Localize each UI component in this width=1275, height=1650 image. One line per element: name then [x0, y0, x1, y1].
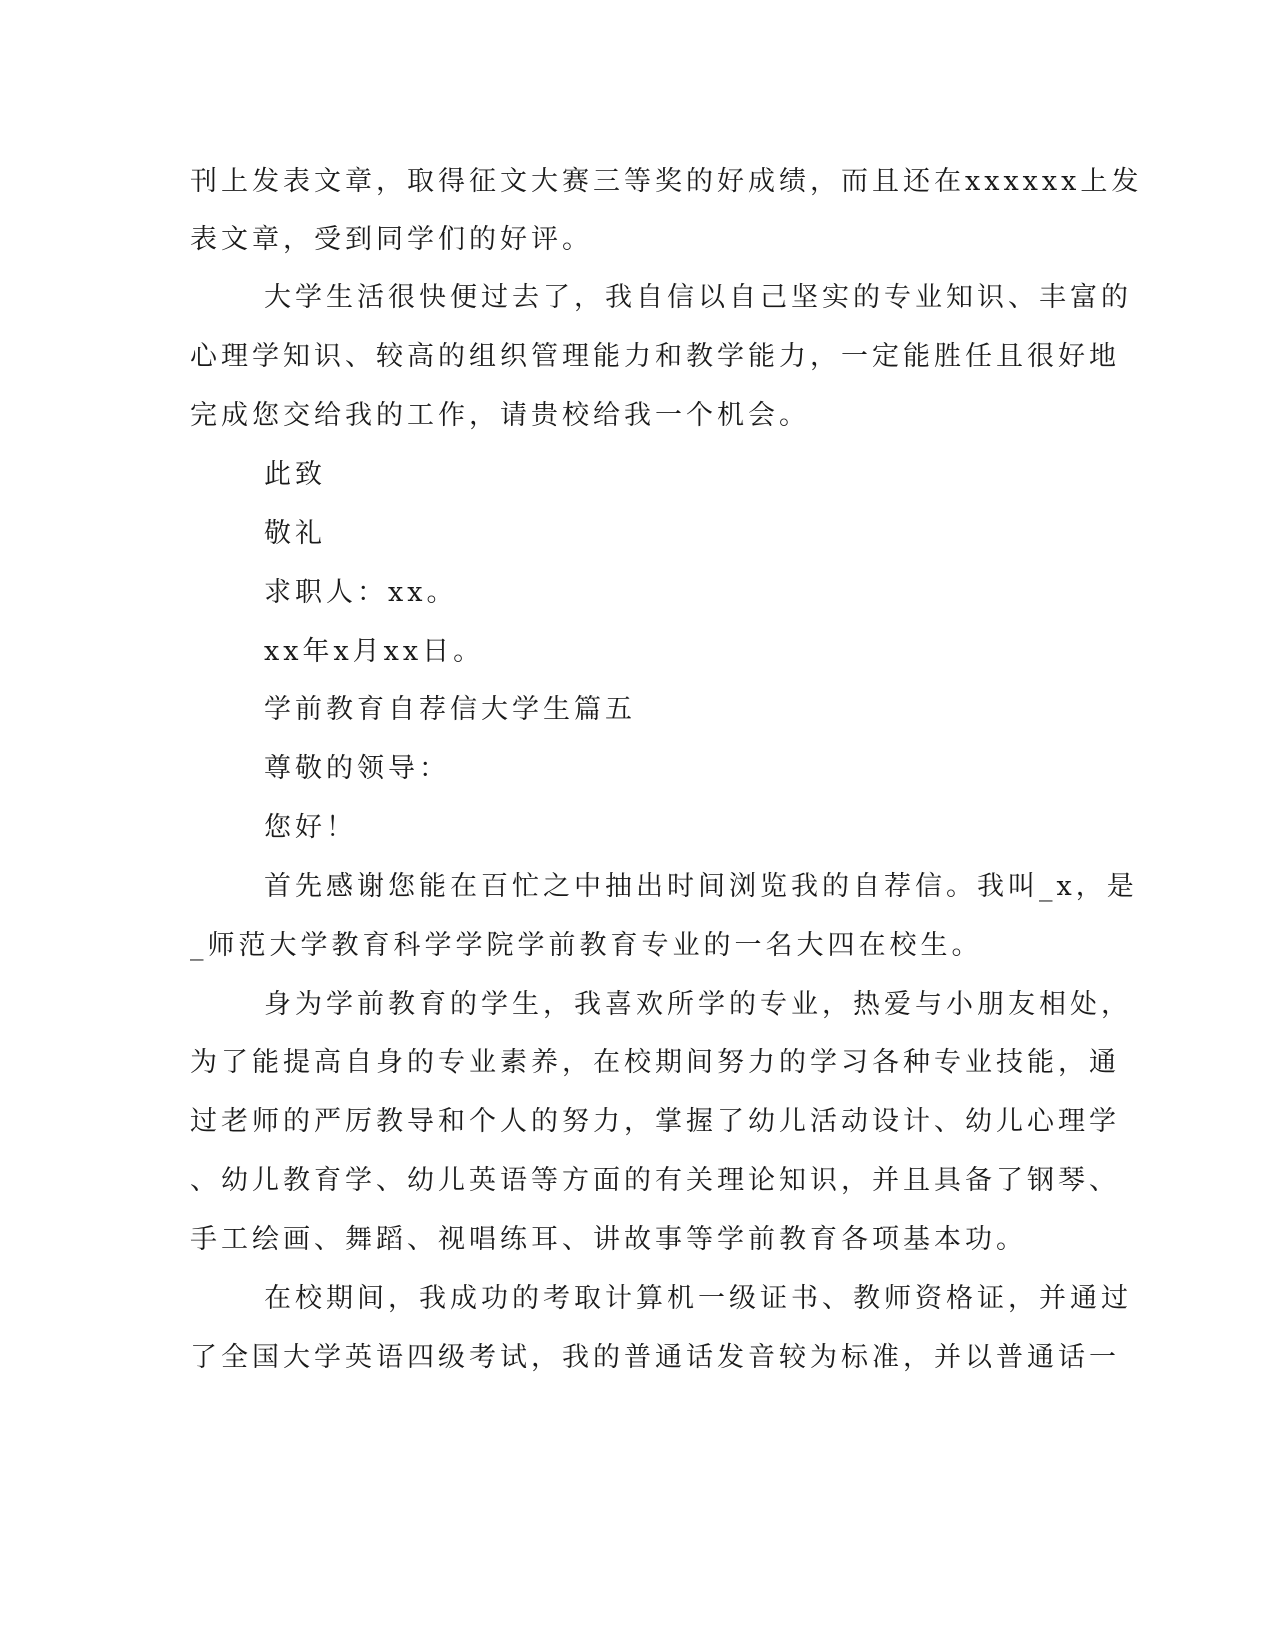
- text-line: 心理学知识、较高的组织管理能力和教学能力，一定能胜任且很好地: [190, 341, 1120, 372]
- text-line: 、幼儿教育学、幼儿英语等方面的有关理论知识，并且具备了钢琴、: [190, 1165, 1120, 1196]
- greeting-hello: 您好！: [264, 812, 357, 843]
- closing-respect: 敬礼: [264, 518, 326, 549]
- text-line: 为了能提高自身的专业素养，在校期间努力的学习各种专业技能，通: [190, 1047, 1120, 1078]
- text-line: 过老师的严厉教导和个人的努力，掌握了幼儿活动设计、幼儿心理学: [190, 1106, 1120, 1137]
- signature-applicant: 求职人：xx。: [264, 577, 458, 608]
- signature-date: xx年x月xx日。: [264, 636, 485, 667]
- text-line: 刊上发表文章，取得征文大赛三等奖的好成绩，而且还在xxxxxx上发: [190, 166, 1143, 197]
- paragraph-start: 在校期间，我成功的考取计算机一级证书、教师资格证，并通过: [264, 1283, 1132, 1314]
- greeting-recipient: 尊敬的领导：: [264, 753, 450, 784]
- paragraph-start: 首先感谢您能在百忙之中抽出时间浏览我的自荐信。我叫_x，是: [264, 871, 1138, 902]
- text-line: 完成您交给我的工作，请贵校给我一个机会。: [190, 400, 810, 431]
- text-line: 表文章，受到同学们的好评。: [190, 224, 593, 255]
- section-title: 学前教育自荐信大学生篇五: [264, 694, 636, 725]
- text-line: 了全国大学英语四级考试，我的普通话发音较为标准，并以普通话一: [190, 1342, 1120, 1373]
- paragraph-start: 大学生活很快便过去了，我自信以自己坚实的专业知识、丰富的: [264, 282, 1132, 313]
- text-line: _师范大学教育科学学院学前教育专业的一名大四在校生。: [190, 930, 983, 961]
- text-line: 手工绘画、舞蹈、视唱练耳、讲故事等学前教育各项基本功。: [190, 1224, 1027, 1255]
- paragraph-start: 身为学前教育的学生，我喜欢所学的专业，热爱与小朋友相处，: [264, 989, 1132, 1020]
- closing-salutation: 此致: [264, 459, 326, 490]
